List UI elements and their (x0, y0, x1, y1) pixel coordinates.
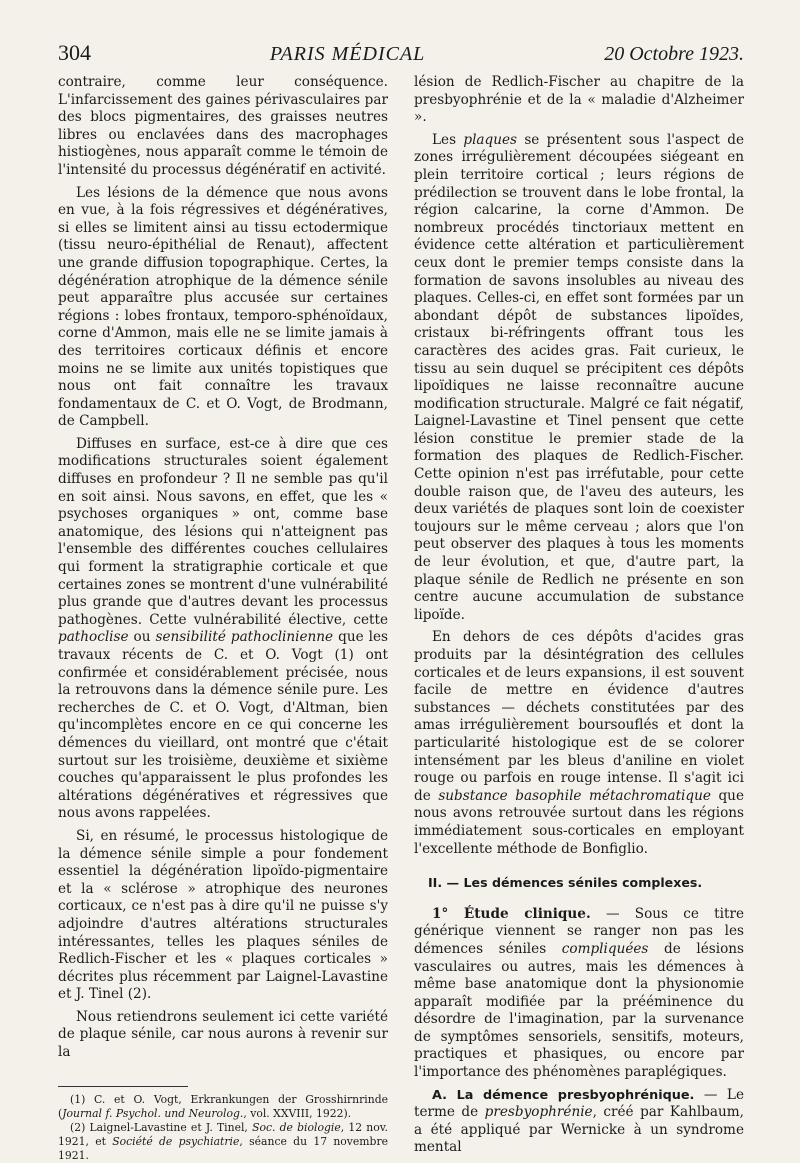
text-span: — Sous ce titre générique viennent se ranger non pas les démences séniles (414, 905, 744, 957)
italic-term: Journal f. Psychol. und Neurolog. (62, 1106, 244, 1120)
paragraph: Les lésions de la démence que nous avons en vue, à la fois régressives et dégénératives, si elles se limitent ainsi au tissu ectodermique (tissu neuro-épithélial de Renaut), affectent une grande diffusion topographique. Certes, la dégénération atrophique de la démence sénile peut apparaître plus accusée sur certaines régions : lobes frontaux, temporo-sphénoïdaux, corne d'Ammon, mais elle ne se limite jamais à des territoires corticaux définis et encore moins ne se limite aux unités topistiques que nous ont fait connaître les travaux fondamentaux de C. et O. Vogt, de Brodmann, de Campbell. (58, 184, 388, 430)
page-header (58, 40, 744, 68)
italic-term: Soc. de biologie (252, 1120, 341, 1134)
footnote-divider (58, 1086, 188, 1087)
italic-term: substance basophile métachromatique (438, 787, 711, 804)
text-span: que nous avons retrouvée surtout dans les régions immédiatement sous-corticales en employant l'excellente méthode de Bonfiglio. (414, 787, 744, 857)
italic-term: Société de psychiatrie (112, 1134, 240, 1148)
text-span: de lésions vasculaires ou autres, mais les démences à même base anatomique dont la physionomie apparaît modifiée par la prééminence du désordre de l'imagination, par la survenance de symptômes sensoriels, sensitifs, moteurs, practiques et phasiques, ou encore par l'importance des phénomènes paraplégiques. (414, 940, 744, 1081)
italic-term: plaques (463, 131, 518, 148)
italic-term: pathoclise (58, 629, 129, 646)
text-span: , 12 nov. 1921, et (58, 1120, 388, 1148)
italic-term: sensibilité pathoclinienne (155, 629, 334, 646)
footnote-1 (58, 1093, 388, 1121)
subsection-heading: A. La démence presbyophrénique. (432, 1087, 695, 1103)
paragraph (414, 629, 744, 858)
italic-term: compliquées (561, 940, 649, 957)
left-column (58, 74, 388, 1163)
paragraph: contraire, comme leur conséquence. L'infarcissement des gaines périvasculaires par des blocs pigmentaires, des graisses neutres libres ou enclavées dans des macrophages histiogènes, nous apparaît comme le témoin de l'intensité du processus dégénératif en activité. (58, 74, 388, 178)
right-column (414, 74, 744, 1163)
text-span: — Le terme de (414, 1086, 744, 1121)
footnotes (58, 1093, 388, 1163)
text-span: ou (128, 629, 156, 646)
page-number: 304 (58, 40, 91, 65)
text-span: Diffuses en surface, est-ce à dire que ces modifications structurales soient également diffuses en profondeur ? Il ne semble pas qu'il en soit ainsi. Nous savons, en effet, que les « psychoses organiques » ont, comme base anatomique, des lésions qui n'atteignent pas l'ensemble des différentes couches cellulaires qui forment la stratigraphie corticale et que certaines zones se montrent d'une vulnérabilité plus grande que d'autres devant les processus pathogènes. Cette vulnérabilité élective, cette (58, 435, 388, 628)
paragraph: Si, en résumé, le processus histologique de la démence sénile simple a pour fondement essentiel la dégénération lipoïdo-pigmentaire et la « sclérose » atrophique des neurones corticaux, ce n'est pas à dire qu'il ne puisse s'y adjoindre d'autres altérations structurales intéressantes, telles les plaques séniles de Redlich-Fischer et les « plaques corticales » décrites plus récemment par Laignel-Lavastine et J. Tinel (2). (58, 827, 388, 1003)
text-span: , créé par Kahlbaum, a été appliqué par Wernicke à un syndrome mental (414, 1104, 744, 1156)
paragraph (414, 1087, 744, 1157)
italic-term: presbyophrénie (484, 1104, 593, 1121)
two-column-body (58, 74, 744, 1163)
paragraph: Nous retiendrons seulement ici cette variété de plaque sénile, car nous aurons à revenir sur la (58, 1008, 388, 1061)
text-span: En dehors de ces dépôts d'acides gras produits par la désintégration des cellules corticales et de leurs expansions, il est souvent facile de mettre en évidence d'autres substances — déchets constitutées par des amas irrégulièrement boursouflés et dont la particularité histologique est de se colorer intensément par les bleus d'aniline en violet rouge ou parfois en rouge intense. Il s'agit ici de (414, 629, 744, 804)
paragraph (414, 906, 744, 1082)
paragraph (414, 132, 744, 625)
journal-title: PARIS MÉDICAL (269, 43, 426, 65)
section-heading: II. — Les démences séniles complexes. (428, 875, 703, 891)
footnote-2 (58, 1121, 388, 1163)
paragraph: lésion de Redlich-Fischer au chapitre de la presbyophrénie et de la « maladie d'Alzheimer ». (414, 74, 744, 126)
text-span: que les travaux récents de C. et O. Vogt (1) ont confirmée et considérablement précisée, nous la retrouvons dans la démence sénile pure. Les recherches de C. et O. Vogt, d'Altman, bien qu'incomplètes encore en ce qui concerne les démences du vieillard, ont montré que c'était surtout sur les troisième, deuxième et sixième couches qu'apparaissent le plus profondes les altérations dégénératives et régressives que nous avons rappelées. (58, 629, 388, 822)
text-span: , vol. XXVIII, 1922). (243, 1106, 352, 1120)
issue-date: 20 Octobre 1923. (604, 43, 744, 65)
text-span: Les (432, 131, 464, 148)
text-span: se présentent sous l'aspect de zones irrégulièrement découpées siégeant en plein territoire cortical ; leurs régions de prédilection se trouvent dans le lobe frontal, la région calcarine, la corne d'Ammon. De nombreux procédés tinctoriaux mettent en évidence cette altération et particulièrement ceux dont le premier temps consiste dans la formation de savons insolubles au niveau des plaques. Celles-ci, en effet sont formées par un abondant dépôt de substances lipoïdes, cristaux bi-réfringents offrant tous les caractères des acides gras. Fait curieux, le tissu au sein duquel se précipitent ces dépôts lipoïdiques ne laisse reconnaître aucune modification structurale. Malgré ce fait négatif, Laignel-Lavastine et Tinel pensent que cette lésion constitue le premier stade de la formation des plaques de Redlich-Fischer. Cette opinion n'est pas irréfutable, pour cette double raison que, de l'aveu des auteurs, les deux variétés de plaques sont loin de coexister toujours sur le même cerveau ; alors que l'on peut observer des plaques à tous les moments de leur évolution, et que, d'autre part, la plaque sénile de Redlich ne présente en son centre aucune accumulation de substance lipoïde. (414, 131, 745, 623)
subsection-heading: 1° Étude clinique. (432, 905, 591, 922)
paragraph (58, 436, 388, 823)
text-span: (1) C. et O. Vogt, Erkrankungen der Grosshirnrinde ( (58, 1092, 388, 1120)
text-span: , séance du 17 novembre 1921. (58, 1134, 388, 1162)
text-span: (2) Laignel-Lavastine et J. Tinel, (70, 1120, 253, 1134)
